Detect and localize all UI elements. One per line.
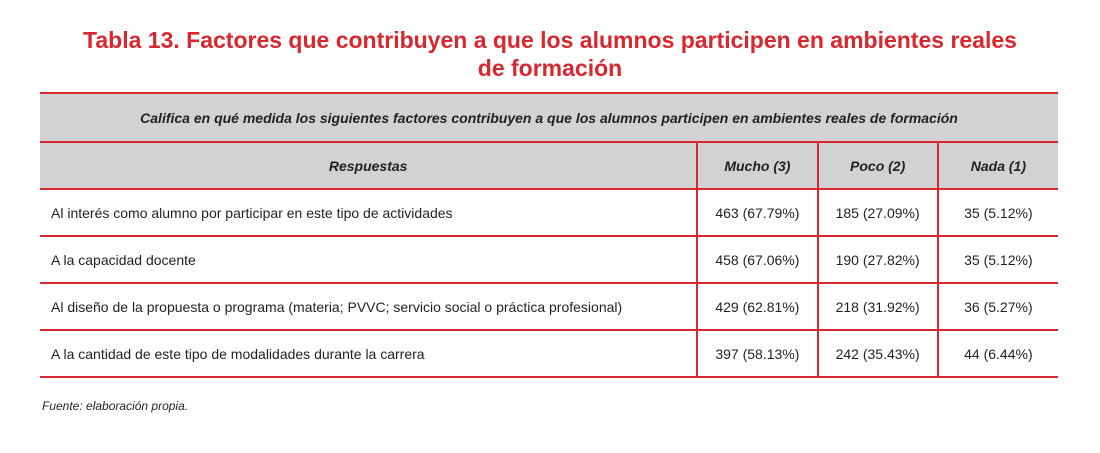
table-header-row: [40, 142, 1058, 189]
table-row: [40, 236, 1058, 283]
cell-nada: 35 (5.12%): [938, 236, 1058, 283]
cell-poco: 190 (27.82%): [818, 236, 938, 283]
table-caption-row: [40, 93, 1058, 142]
row-label: A la cantidad de este tipo de modalidades durante la carrera: [40, 330, 697, 377]
cell-nada: 44 (6.44%): [938, 330, 1058, 377]
cell-poco: 185 (27.09%): [818, 189, 938, 236]
row-label: Al diseño de la propuesta o programa (materia; PVVC; servicio social o práctica profesional): [40, 283, 697, 330]
cell-poco: 218 (31.92%): [818, 283, 938, 330]
factors-table: [40, 92, 1058, 378]
table-title-line-1: Tabla 13. Factores que contribuyen a que los alumnos participen en ambientes reales: [83, 27, 1017, 53]
cell-nada: 36 (5.27%): [938, 283, 1058, 330]
cell-mucho: 458 (67.06%): [697, 236, 817, 283]
table-row: [40, 330, 1058, 377]
table-row: [40, 283, 1058, 330]
cell-nada: 35 (5.12%): [938, 189, 1058, 236]
table-title: [0, 26, 1100, 82]
cell-mucho: 397 (58.13%): [697, 330, 817, 377]
cell-mucho: 463 (67.79%): [697, 189, 817, 236]
source-note: Fuente: elaboración propia.: [42, 399, 189, 413]
table-row: [40, 189, 1058, 236]
cell-poco: 242 (35.43%): [818, 330, 938, 377]
header-poco: Poco (2): [818, 142, 938, 189]
cell-mucho: 429 (62.81%): [697, 283, 817, 330]
header-respuestas: Respuestas: [40, 142, 697, 189]
row-label: Al interés como alumno por participar en este tipo de actividades: [40, 189, 697, 236]
header-mucho: Mucho (3): [697, 142, 817, 189]
table-caption: Califica en qué medida los siguientes factores contribuyen a que los alumnos participen en ambientes reales de formación: [40, 93, 1058, 142]
header-nada: Nada (1): [938, 142, 1058, 189]
row-label: A la capacidad docente: [40, 236, 697, 283]
table-title-line-2: de formación: [477, 55, 623, 81]
